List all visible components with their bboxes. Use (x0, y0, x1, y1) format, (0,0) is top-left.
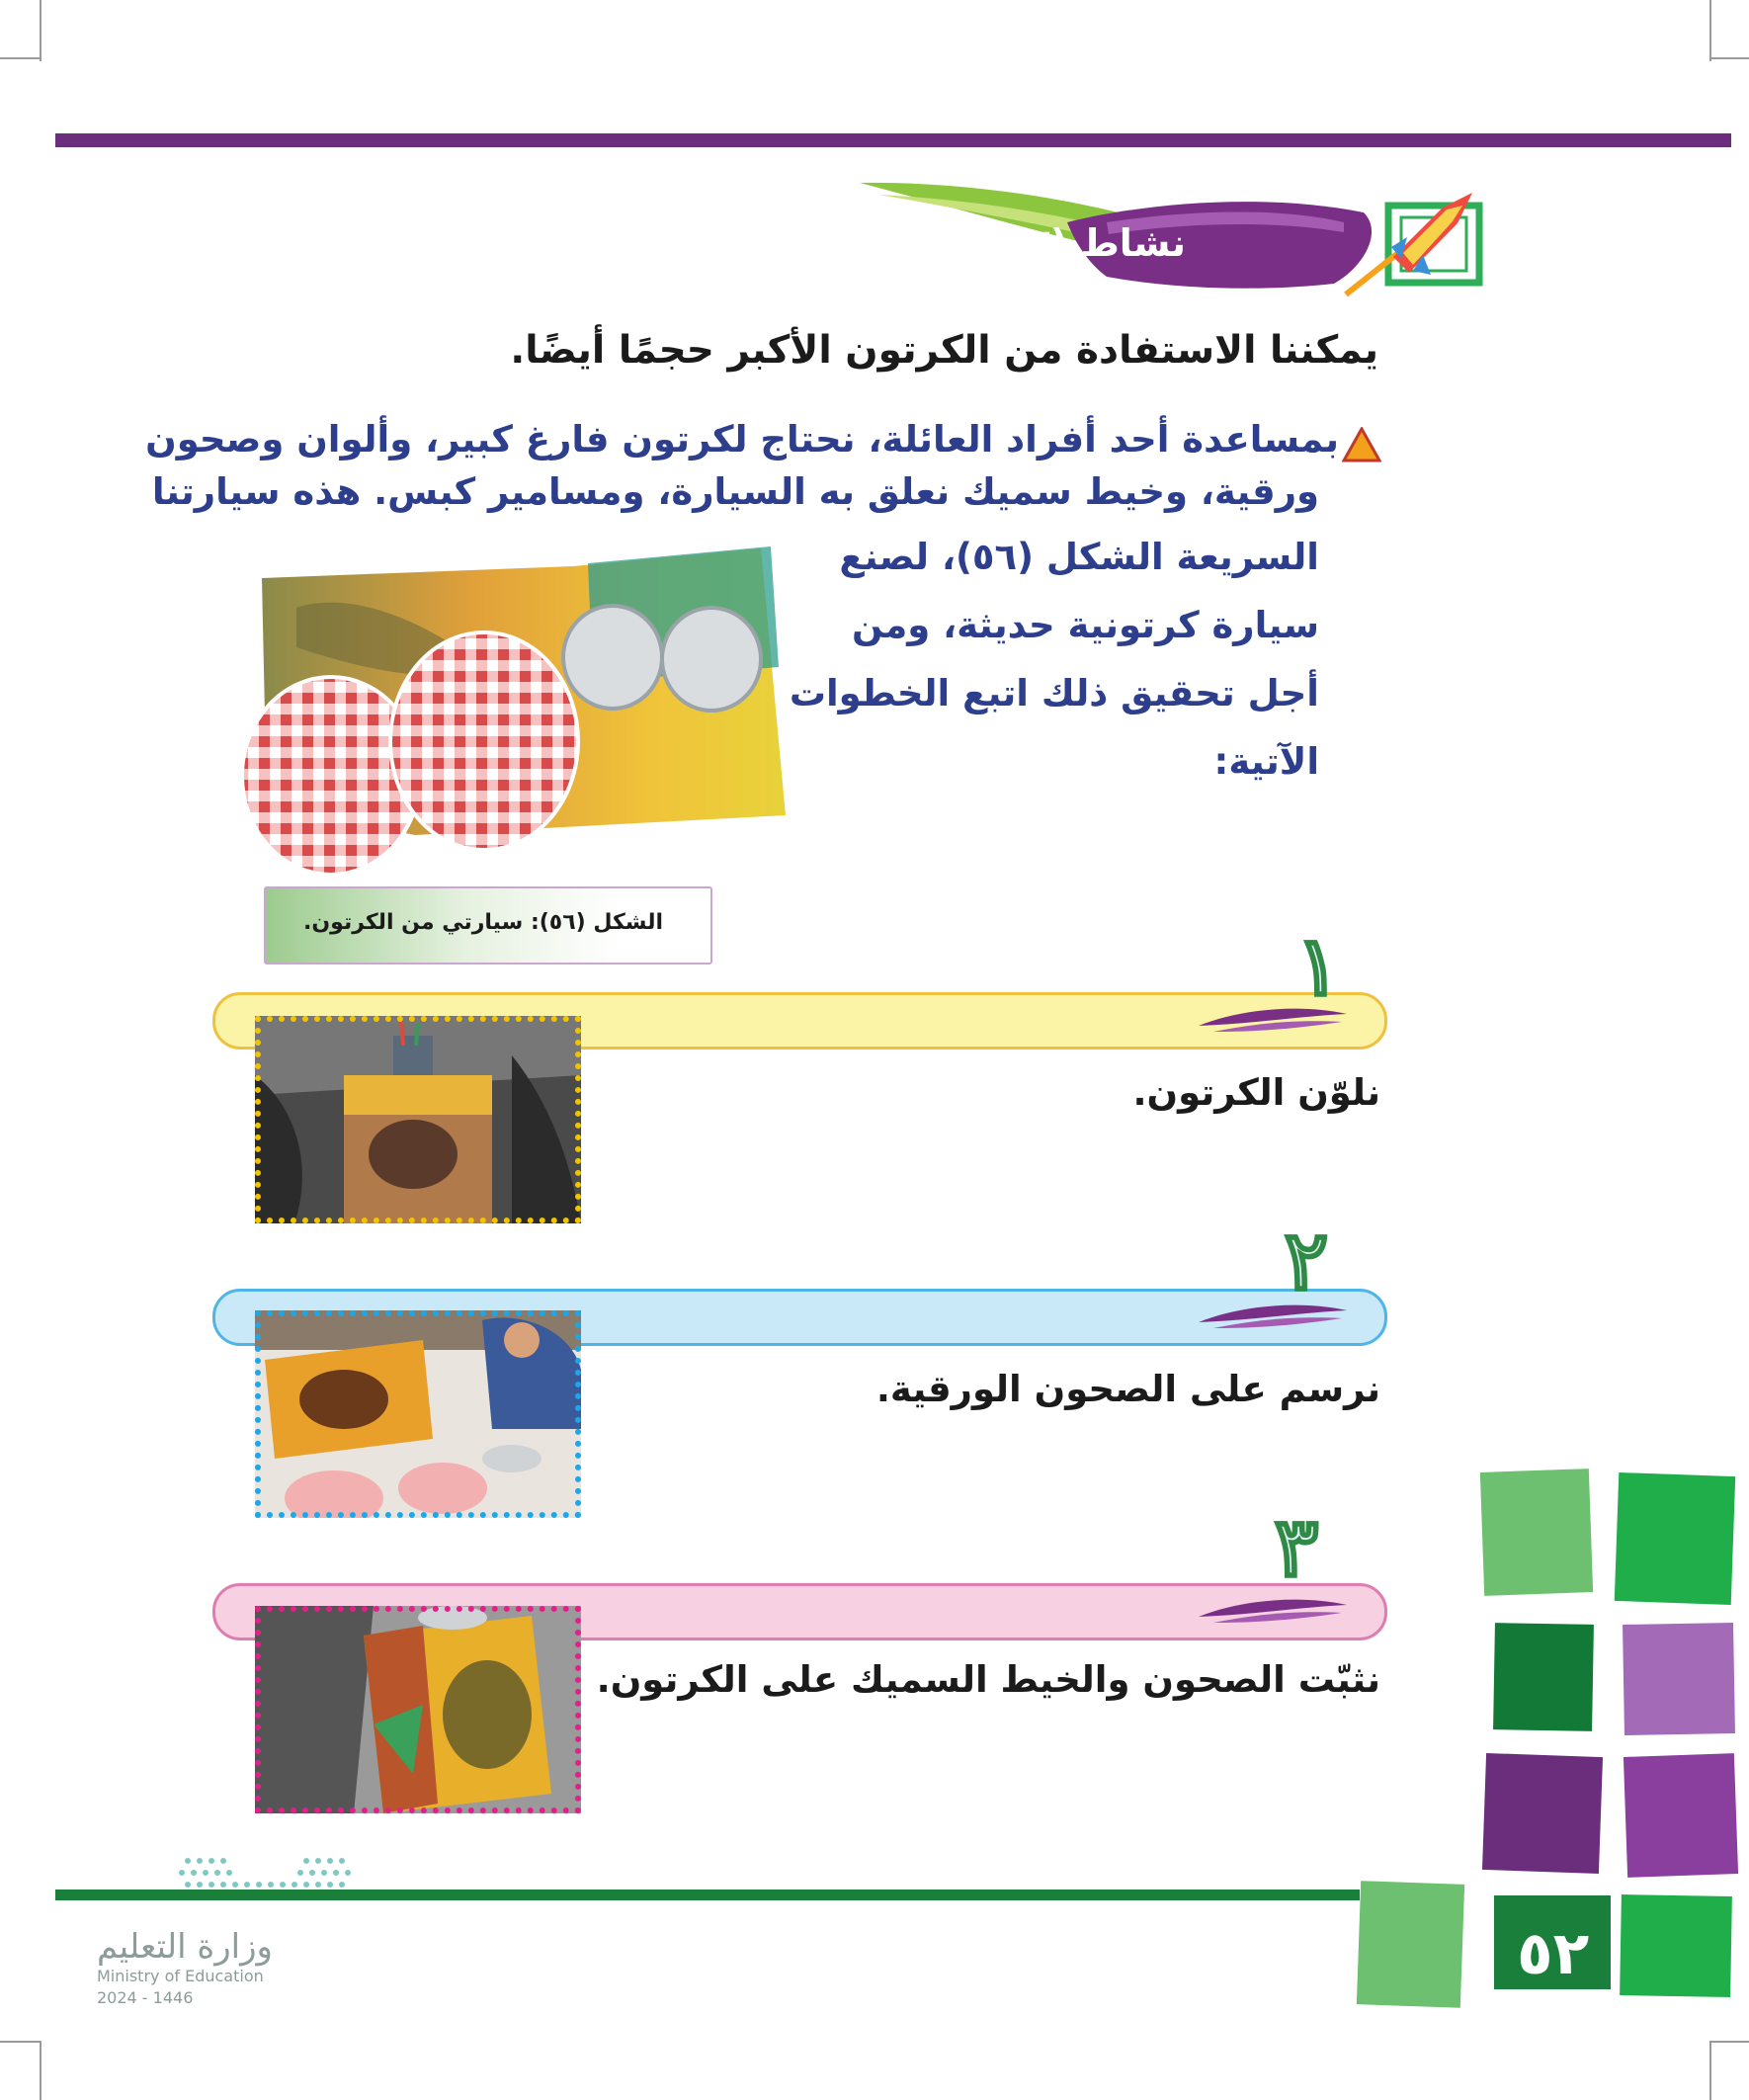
ministry-name-arabic: وزارة التعليم (97, 1927, 273, 1967)
crop-mark (1709, 2041, 1711, 2100)
decor-square (1620, 1894, 1732, 1997)
figure-caption-box (264, 886, 712, 965)
edition-year: 2024 - 1446 (97, 1988, 194, 2007)
crop-mark (40, 0, 42, 61)
decor-square (1357, 1881, 1464, 2008)
instruction-line: بمساعدة أحد أفراد العائلة، نحتاج لكرتون فارغ كبير، وألوان وصحون (145, 418, 1339, 461)
step-number-1: ١ (1296, 919, 1341, 1014)
crop-mark (1711, 57, 1749, 59)
step-photo-frame-3 (255, 1606, 581, 1813)
instruction-line: الآتية: (1213, 740, 1319, 783)
decor-square (1493, 1623, 1594, 1731)
step-text-3: نثبّت الصحون والخيط السميك على الكرتون. (596, 1658, 1380, 1701)
step-photo-frame-2 (255, 1310, 581, 1518)
decor-square (1623, 1623, 1735, 1735)
crop-mark (0, 57, 40, 59)
decor-square (1480, 1469, 1593, 1596)
step-text-2: نرسم على الصحون الورقية. (875, 1368, 1380, 1410)
crop-mark (40, 2041, 42, 2100)
step-number-3: ٣ (1275, 1500, 1319, 1595)
instruction-line: سيارة كرتونية حديثة، ومن (852, 604, 1319, 646)
figure-caption: الشكل (٥٦): سيارتي من الكرتون. (303, 910, 663, 935)
crop-mark (0, 2041, 40, 2043)
activity-title: نشاط (٢) (1010, 221, 1186, 265)
page-number: ٥٢ (1517, 1919, 1590, 1988)
instruction-line: السريعة الشكل (٥٦)، لصنع (839, 536, 1319, 578)
crop-mark (1709, 0, 1711, 61)
cardboard-car-figure (237, 519, 810, 875)
instruction-line: ورقية، وخيط سميك نعلق به السيارة، ومسامير كبس. هذه سيارتنا (151, 470, 1319, 513)
decor-square (1624, 1753, 1738, 1878)
ministry-logo-icon (178, 1855, 356, 1896)
rocket-icon (1344, 188, 1487, 296)
ribbon-icon (1194, 1589, 1352, 1634)
instruction-line: أجل تحقيق ذلك اتبع الخطوات (789, 672, 1319, 714)
intro-text: يمكننا الاستفادة من الكرتون الأكبر حجمًا أيضًا. (510, 328, 1378, 373)
step-photo-frame-1 (255, 1016, 581, 1223)
decor-square (1482, 1753, 1603, 1874)
ministry-name-english: Ministry of Education (97, 1967, 264, 1985)
top-divider (55, 133, 1731, 147)
step-number-2: ٢ (1285, 1214, 1329, 1308)
crop-mark (1711, 2041, 1749, 2043)
warning-icon (1342, 427, 1381, 462)
decor-square (1615, 1472, 1735, 1605)
step-text-1: نلوّن الكرتون. (1132, 1071, 1380, 1114)
